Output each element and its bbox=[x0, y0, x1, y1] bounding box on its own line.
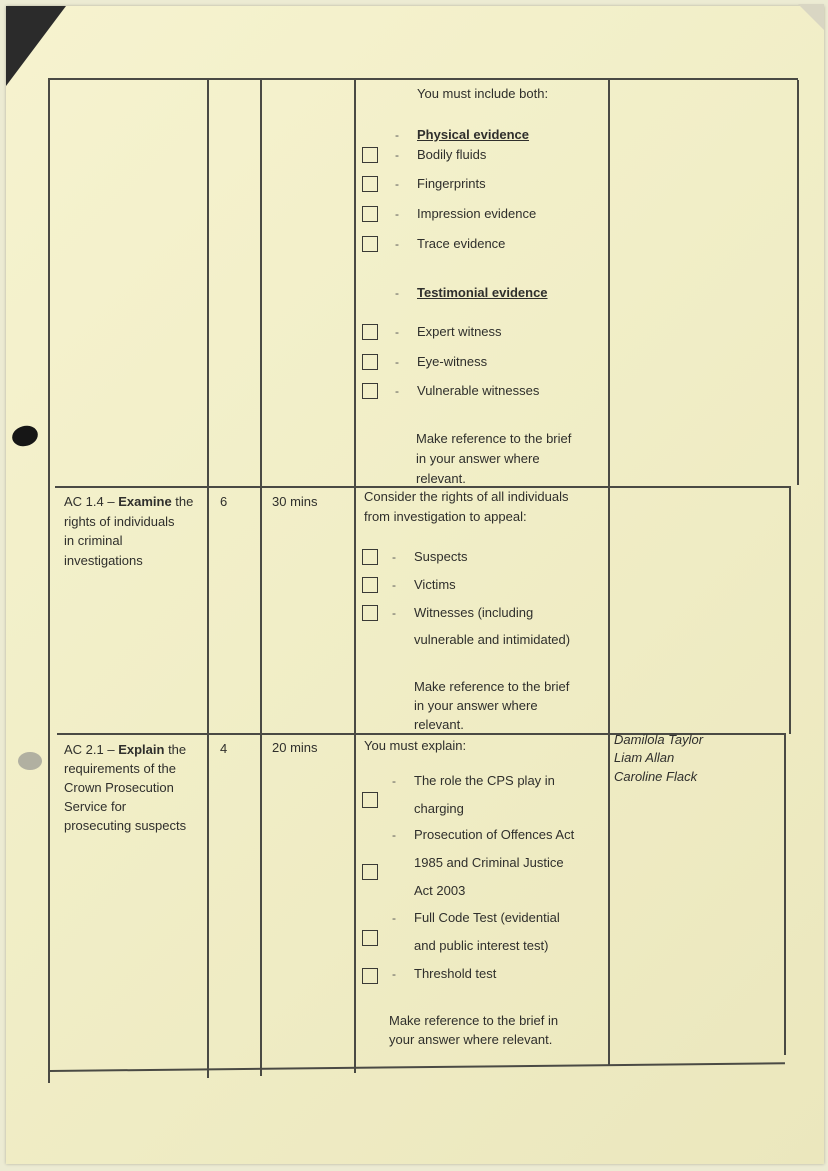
reference-note: Make reference to the brief in bbox=[389, 1013, 559, 1028]
bullet-dash: - bbox=[392, 774, 396, 788]
marks-value: 4 bbox=[220, 741, 228, 756]
criterion-text: investigations bbox=[64, 553, 143, 568]
bullet-dash: - bbox=[392, 550, 396, 564]
instruction-text: You must explain: bbox=[364, 738, 467, 753]
criterion-code: AC 2.1 – bbox=[64, 742, 119, 757]
item-label: 1985 and Criminal Justice bbox=[414, 855, 564, 870]
bullet-dash: - bbox=[392, 578, 396, 592]
reference-note: Make reference to the brief bbox=[414, 679, 570, 694]
criterion-text: the bbox=[164, 742, 187, 757]
column-divider bbox=[354, 78, 356, 1073]
checkbox-suspects[interactable] bbox=[362, 549, 378, 565]
instruction-text: from investigation to appeal: bbox=[364, 509, 527, 524]
marks-value: 6 bbox=[220, 494, 228, 509]
time-value: 30 mins bbox=[272, 494, 318, 509]
item-label: and public interest test) bbox=[414, 938, 549, 953]
item-label: Witnesses (including bbox=[414, 605, 534, 620]
column-divider bbox=[260, 78, 262, 1076]
scan-shadow bbox=[6, 6, 66, 86]
bullet-dash: - bbox=[392, 828, 396, 842]
reference-note: your answer where relevant. bbox=[389, 1032, 553, 1047]
item-label: Full Code Test (evidential bbox=[414, 910, 560, 925]
criterion-text: in criminal bbox=[64, 533, 123, 548]
reference-note: relevant. bbox=[414, 717, 464, 732]
checkbox-full-code-test[interactable] bbox=[362, 930, 378, 946]
column-divider bbox=[797, 80, 799, 485]
checkbox-bodily-fluids[interactable] bbox=[362, 147, 378, 163]
bullet-dash: - bbox=[392, 967, 396, 981]
column-divider bbox=[48, 78, 50, 1083]
item-label: Prosecution of Offences Act bbox=[414, 827, 575, 842]
punch-hole bbox=[18, 752, 42, 770]
testimonial-evidence-heading: Testimonial evidence bbox=[417, 285, 548, 300]
reference-note: in your answer where bbox=[416, 451, 540, 466]
bullet-dash: - bbox=[395, 286, 399, 300]
reference-note: relevant. bbox=[416, 471, 466, 486]
case-example: Liam Allan bbox=[614, 750, 675, 765]
reference-note: Make reference to the brief bbox=[416, 431, 572, 446]
criterion-text: rights of individuals bbox=[64, 514, 175, 529]
item-label: Impression evidence bbox=[417, 206, 537, 221]
instruction-text: Consider the rights of all individuals bbox=[364, 489, 569, 504]
checkbox-expert-witness[interactable] bbox=[362, 324, 378, 340]
time-value: 20 mins bbox=[272, 740, 318, 755]
bullet-dash: - bbox=[395, 325, 399, 339]
reference-note: in your answer where bbox=[414, 698, 538, 713]
checkbox-fingerprints[interactable] bbox=[362, 176, 378, 192]
checkbox-trace-evidence[interactable] bbox=[362, 236, 378, 252]
bullet-dash: - bbox=[392, 911, 396, 925]
column-divider bbox=[789, 486, 791, 734]
case-example: Caroline Flack bbox=[614, 769, 698, 784]
checkbox-vulnerable-witnesses[interactable] bbox=[362, 383, 378, 399]
checkbox-prosecution-act[interactable] bbox=[362, 864, 378, 880]
item-label: Victims bbox=[414, 577, 456, 592]
physical-evidence-heading: Physical evidence bbox=[417, 127, 530, 142]
checkbox-eye-witness[interactable] bbox=[362, 354, 378, 370]
criterion-text: the bbox=[171, 494, 194, 509]
criterion-title bbox=[64, 492, 193, 511]
item-label: Bodily fluids bbox=[417, 147, 487, 162]
item-label: Expert witness bbox=[417, 324, 502, 339]
bullet-dash: - bbox=[392, 606, 396, 620]
column-divider bbox=[608, 80, 610, 1065]
item-label: vulnerable and intimidated) bbox=[414, 632, 571, 647]
criterion-verb: Examine bbox=[118, 494, 172, 509]
bullet-dash: - bbox=[395, 237, 399, 251]
item-label: Eye-witness bbox=[417, 354, 488, 369]
criterion-text: requirements of the bbox=[64, 761, 177, 776]
bullet-dash: - bbox=[395, 128, 399, 142]
item-label: Suspects bbox=[414, 549, 468, 564]
bullet-dash: - bbox=[395, 148, 399, 162]
criterion-verb: Explain bbox=[118, 742, 165, 757]
criterion-text: prosecuting suspects bbox=[64, 818, 187, 833]
item-label: charging bbox=[414, 801, 464, 816]
case-example: Damilola Taylor bbox=[614, 732, 704, 747]
criterion-code: AC 1.4 – bbox=[64, 494, 119, 509]
checkbox-witnesses[interactable] bbox=[362, 605, 378, 621]
item-label: Act 2003 bbox=[414, 883, 466, 898]
bullet-dash: - bbox=[395, 384, 399, 398]
checkbox-threshold-test[interactable] bbox=[362, 968, 378, 984]
criterion-title bbox=[64, 740, 186, 759]
item-label: Fingerprints bbox=[417, 176, 486, 191]
bullet-dash: - bbox=[395, 207, 399, 221]
instruction-text: You must include both: bbox=[417, 86, 549, 101]
item-label: Vulnerable witnesses bbox=[417, 383, 540, 398]
checkbox-victims[interactable] bbox=[362, 577, 378, 593]
page-fold bbox=[798, 4, 824, 30]
item-label: The role the CPS play in bbox=[414, 773, 555, 788]
checkbox-cps-role[interactable] bbox=[362, 792, 378, 808]
checkbox-impression-evidence[interactable] bbox=[362, 206, 378, 222]
criterion-text: Crown Prosecution bbox=[64, 780, 174, 795]
criterion-text: Service for bbox=[64, 799, 127, 814]
column-divider bbox=[784, 733, 786, 1055]
column-divider bbox=[207, 78, 209, 1078]
item-label: Threshold test bbox=[414, 966, 497, 981]
bullet-dash: - bbox=[395, 177, 399, 191]
item-label: Trace evidence bbox=[417, 236, 506, 251]
table-border-top bbox=[48, 78, 798, 80]
bullet-dash: - bbox=[395, 355, 399, 369]
